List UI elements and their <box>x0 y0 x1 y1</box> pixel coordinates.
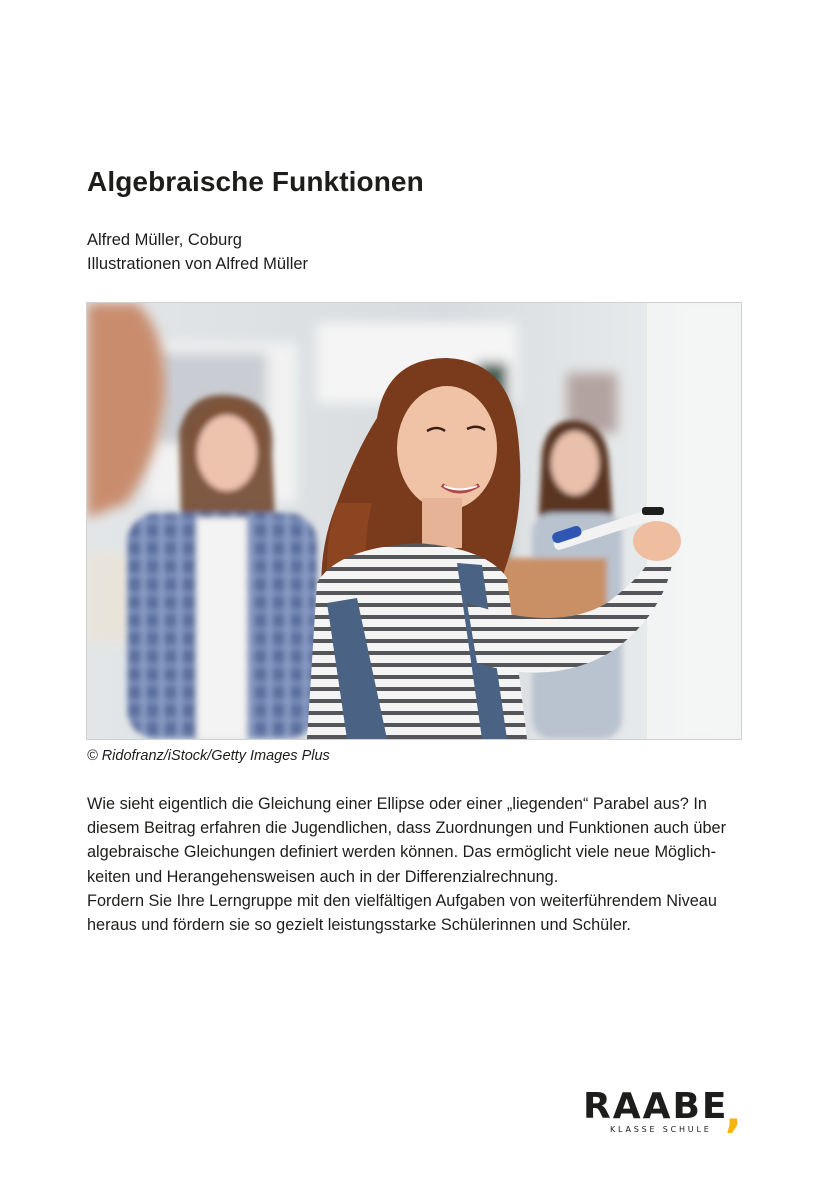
raabe-logo <box>583 1087 743 1137</box>
logo-comma: , <box>725 1087 742 1138</box>
student-whiteboard-photo <box>87 303 741 739</box>
body-line: keiten und Herangehensweisen auch in der Differenzialrechnung. <box>87 867 559 886</box>
body-line: Fordern Sie Ihre Lerngruppe mit den vielfältigen Aufgaben von weiterführendem Niveau <box>87 891 717 910</box>
logo-wordmark: RAABE <box>583 1086 729 1127</box>
body-line: Wie sieht eigentlich die Gleichung einer Ellipse oder einer „liegenden“ Parabel aus? In <box>87 795 707 813</box>
page-title: Algebraische Funktionen <box>87 166 424 197</box>
body-line: algebraische Gleichungen definiert werden können. Das ermöglicht viele neue Möglich- <box>87 843 716 862</box>
cover-photo <box>87 303 741 739</box>
author-block <box>87 228 308 276</box>
body-line: diesem Beitrag erfahren die Jugendlichen, dass Zuordnungen und Funktionen auch über <box>87 819 727 838</box>
image-credit: © Ridofranz/iStock/Getty Images Plus <box>87 748 330 764</box>
logo-tagline: KLASSE SCHULE <box>610 1125 712 1134</box>
illustration-line: Illustrationen von Alfred Müller <box>87 255 309 273</box>
description-paragraph <box>87 792 747 937</box>
author-line: Alfred Müller, Coburg <box>87 231 242 249</box>
body-line: heraus und fördern sie so gezielt leistungsstarke Schülerinnen und Schüler. <box>87 916 631 935</box>
